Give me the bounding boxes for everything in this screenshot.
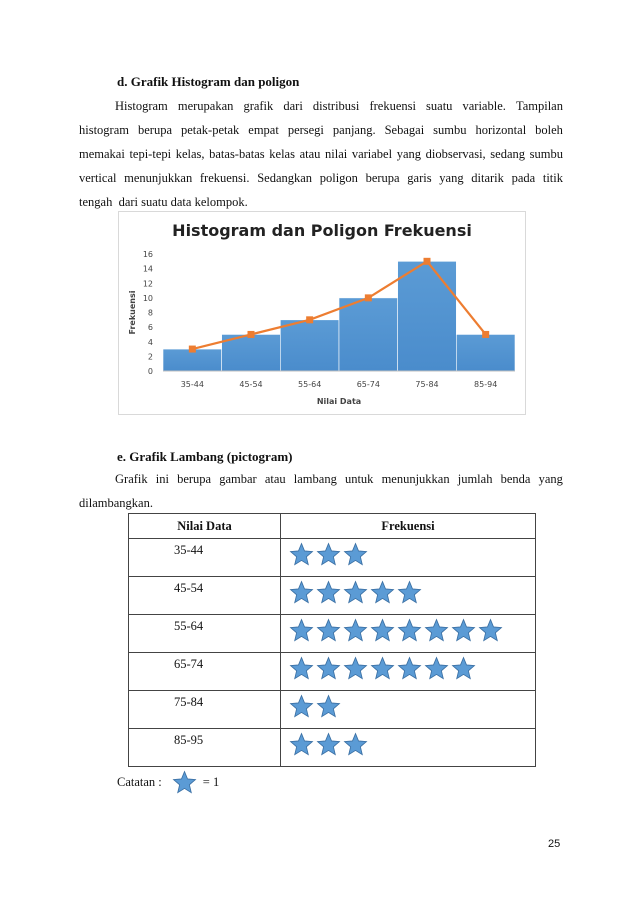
word: grafik <box>243 99 274 113</box>
star-icon <box>289 656 314 681</box>
polygon-point <box>424 258 431 265</box>
star-icon <box>316 542 341 567</box>
nilai-label: 75-84 <box>174 695 204 709</box>
word: batas-batas <box>209 147 265 161</box>
section-e-paragraph <box>79 467 563 515</box>
chart-title: Histogram dan Poligon Frekuensi <box>172 221 472 240</box>
word: dari <box>283 99 303 113</box>
table-row <box>129 653 536 691</box>
frekuensi-cell <box>281 539 536 577</box>
word: petak-petak <box>180 123 240 137</box>
word: horizontal <box>475 123 527 137</box>
word: benda <box>500 472 531 486</box>
pictogram-table <box>128 513 536 767</box>
word: sumbu <box>529 147 563 161</box>
section-e-heading: e. Grafik Lambang (pictogram) <box>117 449 293 464</box>
star-icon <box>289 618 314 643</box>
word: berupa <box>177 472 212 486</box>
word: Tampilan <box>515 99 563 113</box>
nilai-label: 85-95 <box>174 733 204 747</box>
word: memakai <box>79 147 125 161</box>
table-row <box>129 729 536 767</box>
word: untuk <box>344 472 374 486</box>
paragraph-line <box>79 94 563 118</box>
word: gambar <box>219 472 257 486</box>
frekuensi-cell <box>281 615 536 653</box>
y-tick-label: 10 <box>142 293 153 303</box>
y-tick-label: 2 <box>147 352 153 362</box>
word: atau <box>299 147 321 161</box>
star-icon <box>343 618 368 643</box>
star-icon <box>397 618 422 643</box>
star-icon <box>316 580 341 605</box>
y-tick-label: 12 <box>142 279 153 289</box>
y-tick-label: 4 <box>147 337 153 347</box>
nilai-label: 35-44 <box>174 543 204 557</box>
x-tick-label: 35-44 <box>180 380 204 389</box>
word: kelas <box>269 147 295 161</box>
word: vertical <box>79 171 117 185</box>
table-row <box>129 577 536 615</box>
section-d-paragraph <box>79 94 563 214</box>
star-icon <box>289 542 314 567</box>
star-icon <box>451 656 476 681</box>
word: diobservasi, <box>425 147 486 161</box>
y-tick-label: 0 <box>147 367 153 376</box>
star-icon <box>343 580 368 605</box>
word: dilambangkan. <box>79 496 153 510</box>
y-tick-label: 16 <box>142 250 153 259</box>
x-tick-label: 45-54 <box>239 380 263 389</box>
word: empat <box>248 123 279 137</box>
x-tick-label: 65-74 <box>356 380 380 389</box>
page-number: 25 <box>548 838 561 850</box>
star-icon <box>397 656 422 681</box>
table-header-row <box>129 514 536 539</box>
star-icon <box>316 618 341 643</box>
nilai-label: 45-54 <box>174 581 204 595</box>
star-icon <box>370 618 395 643</box>
nilai-label: 55-64 <box>174 619 204 633</box>
paragraph-line <box>79 467 563 491</box>
header-frekuensi: Frekuensi <box>281 514 536 539</box>
polygon-point <box>248 331 255 338</box>
y-tick-label: 6 <box>147 323 153 333</box>
star-icon <box>289 694 314 719</box>
star-icon <box>316 656 341 681</box>
polygon-point <box>482 331 489 338</box>
word: yang <box>396 147 422 161</box>
frekuensi-cell <box>281 577 536 615</box>
table-row <box>129 615 536 653</box>
histogram-bar <box>339 298 398 371</box>
word: poligon <box>319 171 358 185</box>
word: frekuensi. <box>199 171 250 185</box>
star-icon <box>316 732 341 757</box>
word: histogram <box>79 123 129 137</box>
section-d-heading: d. Grafik Histogram dan poligon <box>117 74 300 89</box>
nilai-cell <box>129 539 281 577</box>
star-icon <box>424 656 449 681</box>
star-icon <box>316 694 341 719</box>
nilai-cell <box>129 615 281 653</box>
paragraph-line <box>79 491 563 515</box>
word: ditarik <box>471 171 504 185</box>
polygon-point <box>306 316 313 323</box>
word: nilai <box>325 147 348 161</box>
polygon-point <box>365 294 372 301</box>
word: Sedangkan <box>257 171 313 185</box>
nilai-cell <box>129 691 281 729</box>
word: jumlah <box>457 472 493 486</box>
star-icon <box>289 580 314 605</box>
star-icon <box>343 542 368 567</box>
word: berupa <box>365 171 400 185</box>
histogram-chart <box>118 211 526 415</box>
legend-note <box>117 770 219 795</box>
word: tengah dari suatu data kelompok. <box>79 195 248 209</box>
word: Sebagai <box>384 123 425 137</box>
nilai-cell <box>129 577 281 615</box>
polygon-point <box>189 346 196 353</box>
histogram-bar <box>398 261 457 371</box>
y-tick-label: 8 <box>147 308 153 318</box>
word: kelas, <box>175 147 205 161</box>
paragraph-line <box>79 166 563 190</box>
word: persegi <box>287 123 324 137</box>
word: berupa <box>137 123 172 137</box>
x-tick-label: 85-94 <box>474 380 498 389</box>
word: boleh <box>535 123 563 137</box>
star-icon <box>343 656 368 681</box>
word: titik <box>542 171 563 185</box>
x-tick-label: 75-84 <box>415 380 439 389</box>
star-icon <box>172 770 197 795</box>
word: sedang <box>490 147 526 161</box>
star-icon <box>343 732 368 757</box>
star-icon <box>451 618 476 643</box>
word: panjang. <box>332 123 376 137</box>
x-tick-label: 55-64 <box>298 380 322 389</box>
star-icon <box>397 580 422 605</box>
star-icon <box>424 618 449 643</box>
histogram-bar <box>456 334 515 371</box>
x-axis-label: Nilai Data <box>316 397 362 406</box>
word: yang <box>439 171 464 185</box>
y-tick-label: 14 <box>142 264 153 274</box>
word: ini <box>155 472 169 486</box>
word: yang <box>538 472 563 486</box>
nilai-label: 65-74 <box>174 657 204 671</box>
header-nilai-data: Nilai Data <box>129 514 281 539</box>
word: menunjukkan <box>381 472 450 486</box>
word: variable. <box>462 99 506 113</box>
star-icon <box>370 580 395 605</box>
nilai-cell <box>129 729 281 767</box>
word: Grafik <box>115 472 148 486</box>
word: suatu <box>426 99 453 113</box>
star-icon <box>370 656 395 681</box>
chart-plot <box>119 212 525 414</box>
note-value: = 1 <box>202 775 220 789</box>
star-icon <box>289 732 314 757</box>
word: distribusi <box>312 99 360 113</box>
word: pada <box>511 171 536 185</box>
frekuensi-cell <box>281 729 536 767</box>
word: frekuensi <box>369 99 416 113</box>
note-label: Catatan : <box>117 775 162 789</box>
table-row <box>129 539 536 577</box>
y-axis-label: Frekuensi <box>128 290 137 335</box>
frekuensi-cell <box>281 691 536 729</box>
histogram-bar <box>280 320 339 371</box>
word: variabel <box>351 147 393 161</box>
table-row <box>129 691 536 729</box>
word: atau <box>264 472 286 486</box>
word: garis <box>407 171 432 185</box>
word: tepi-tepi <box>129 147 172 161</box>
star-icon <box>478 618 503 643</box>
word: sumbu <box>433 123 467 137</box>
word: lambang <box>293 472 337 486</box>
word: Histogram <box>115 99 168 113</box>
word: merupakan <box>177 99 234 113</box>
nilai-cell <box>129 653 281 691</box>
paragraph-line <box>79 118 563 142</box>
paragraph-line <box>79 142 563 166</box>
frekuensi-cell <box>281 653 536 691</box>
word: menunjukkan <box>124 171 193 185</box>
